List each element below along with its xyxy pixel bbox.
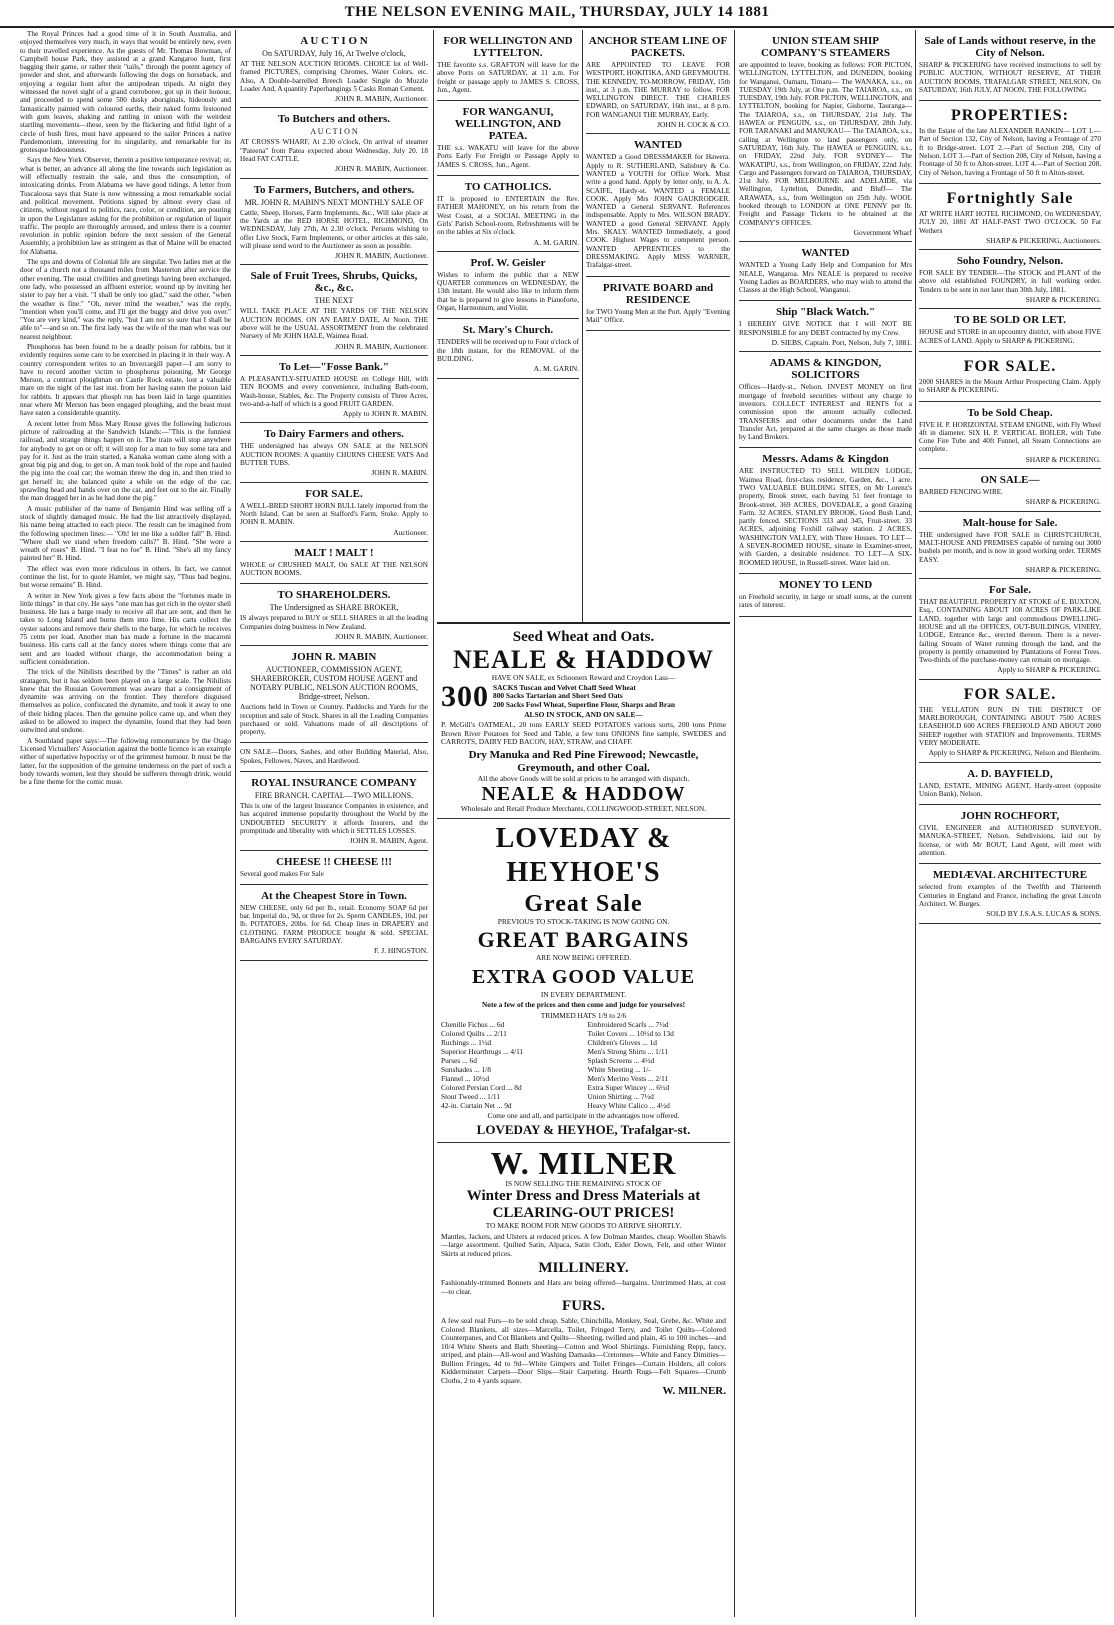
loveday-dept: IN EVERY DEPARTMENT. xyxy=(540,989,627,999)
loveday-note: Note a few of the prices and then come and judge for yourselves! xyxy=(481,1000,686,1009)
ad-body: THE undersigned has always ON SALE at the NELSON AUCTION ROOMS: A quantity CHURNS CHEESE VATS And BUTTER TUBS. xyxy=(240,442,428,468)
news-paragraph: A recent letter from Miss Mary Rouse gives the following ludicrous picture of railroading at the Sandwich Islands:—"This is the funniest railroad, and strange things happen on it. The train will stop anywhere for anybody to get on or off; it will stop for a man to buy some tara and pay for it. Just as the train started, a Kanaka woman came along with a great big pig and dog, to get on. A man took hold of the rope and hauled the pig into the coal car; the woman threw the dog in, and then tried to get herself in; she balanced quite a while on the edge of the car, sprawling head and hands over on the car, and feet out to the air. Finally the man dragged her in as he had done the pig." xyxy=(20,419,231,503)
price-item: Stout Tweed ... 1/11 xyxy=(441,1092,501,1101)
news-paragraph: A Southland paper says:—The following remonstrance by the Otago Licensed Victuallers' Association against the bottle licence is an example either of superlative hypocrisy or of the grimmest humour. It must be the latter, for the supposition of the genuine tenderness on the part of such a body towards women, lest they should be sufferers through drink, would be a fine theme for the comic muse. xyxy=(20,736,231,787)
display-ads-area xyxy=(437,626,730,1588)
advertisement xyxy=(739,448,912,574)
ad-body: are appointed to leave, booking as follows: FOR PICTON, WELLINGTON, LYTTELTON, and DUNEDIN, booking for Wanganui, Oamaru, Timaru— The WANAKA, s.s., on TUESDAY 19th July, at One p.m. The TAIAROA, s.s., on TUESDAY, 19th July. FOR PICTON, WELLINGTON, and LYTTELTON, booking for Napier, Gisborne, Tauranga— The TAIAROA, s.s., on THURSDAY, 21st July. The HAWEA or PENGUIN, s.s., on THURSDAY, 28th July. FOR TARANAKI and MANUKAU— The TAIAROA, s.s., calling at Wellington to land passengers only, on SATURDAY, 16th July. The HAWEA or PENGUIN, s.s., on FRIDAY, 22nd July. FOR SYDNEY— The WAKATIPU, s.s., from Wellington, on FRIDAY, 22nd July. Cargo and Passengers forward on TAIAROA, THURSDAY, 21st July. FOR MELBOURNE and ADELAIDE, via Wellington, Lyttelton, Dunedin, and Bluff— The ARAWATA, s.s., from Wellington on 25th July. WOOL booked through to LONDON at ONE PENNY per lb. Freight and Passage Tickets to be obtained at the COMPANY'S OFFICES. xyxy=(739,61,912,227)
ad-heading: TO BE SOLD OR LET. xyxy=(954,314,1066,327)
price-item: Colored Quilts ... 2/11 xyxy=(441,1029,507,1038)
advertisement xyxy=(919,864,1101,923)
column-rule xyxy=(235,30,236,1617)
ad-body: AT WRITE HART HOTEL RICHMOND, On WEDNESDAY, JULY 20, 1881 AT HALF-PAST TWO O'CLOCK. 50 Fat Wethers xyxy=(919,209,1101,235)
ad-signature: F. J. HINGSTON. xyxy=(373,946,428,956)
milner-millinery-body: Fashionably-trimmed Bonnets and Hats are being offered—bargains. Untrimmed Hats, at cost—to clear. xyxy=(441,1278,726,1296)
price-item: Splash Screens ... 4½d xyxy=(587,1056,655,1065)
ad-signature: JOHN R. MABIN. xyxy=(371,468,428,478)
milner-ad xyxy=(437,1143,730,1400)
milner-millinery: MILLINERY. xyxy=(538,1260,629,1276)
shipping-column xyxy=(437,30,579,622)
ad-signature: SHARP & PICKERING. xyxy=(1025,454,1101,464)
column-rule xyxy=(582,30,583,622)
advertisement xyxy=(919,30,1101,101)
ad-heading: Sale of Fruit Trees, Shrubs, Quicks, &c., &c. xyxy=(250,270,418,295)
ad-subheading: The Undersigned as SHARE BROKER, xyxy=(269,603,399,613)
price-item: Sunshades ... 1/8 xyxy=(441,1065,491,1074)
milner-room: TO MAKE ROOM FOR NEW GOODS TO ARRIVE SHORTLY. xyxy=(485,1221,682,1230)
news-column xyxy=(20,30,231,1617)
ad-heading: ROYAL INSURANCE COMPANY xyxy=(251,777,417,790)
advertisement xyxy=(919,101,1101,184)
ad-heading: Messrs. Adams & Kingdon xyxy=(762,453,889,466)
ad-subheading: A U C T I O N xyxy=(310,127,358,137)
advertisement xyxy=(739,242,912,301)
ad-body: WANTED a Young Lady Help and Companion for Mrs NEALE, Wangaroa. Mrs NEALE is prepared to receive Young Ladies as BOARDERS, who may wish to attend the Classes at the High School, Wanganui. xyxy=(739,261,912,295)
loveday-sale: Great Sale xyxy=(524,890,643,917)
ad-body: A WELL-BRED SHORT HORN BULL lately imported from the North Island. Can be seen at Stafford's Farm, Stoke. Apply to JOHN R. MABIN. xyxy=(240,501,428,527)
seed-line: 800 Sacks Tartarian and Short Seed Oats xyxy=(493,691,623,701)
ad-heading: Fortnightly Sale xyxy=(946,189,1074,207)
advertisement xyxy=(240,356,428,423)
ad-body: Offices—Hardy-st., Nelson. INVEST MONEY on first mortgage of freehold securities without any charge to investors. COLLECT INTEREST and RENTS for a commission upon the amount actually collected. TRANSFERS and other documents under the Land Transfer Act, prepared at the same charges as those made by Land Brokers. xyxy=(739,383,912,442)
ad-heading: WANTED xyxy=(633,139,683,152)
ad-signature: JOHN R. MABIN, Auctioneer. xyxy=(335,341,428,351)
ad-body: Auctions held in Town or Country. Paddocks and Yards for the reception and sale of Stock. Shares in all the Leading Companies purchased or sold. Valuations made of all descriptions of property. xyxy=(240,703,428,737)
advertisement xyxy=(240,30,428,108)
ad-heading: MONEY TO LEND xyxy=(778,578,873,591)
advertisement xyxy=(919,250,1101,309)
ad-body: WHOLE or CRUSHED MALT, On SALE AT THE NELSON AUCTION ROOMS. xyxy=(240,560,428,578)
masthead xyxy=(0,0,1114,28)
price-item: Union Shirting ... 7½d xyxy=(587,1092,654,1101)
ad-heading: JOHN ROCHFORT, xyxy=(960,810,1060,823)
ad-heading: At the Cheapest Store in Town. xyxy=(261,889,407,902)
ad-body: THE YELLATON RUN IN THE DISTRICT OF MARLBOROUGH, CONTAINING ABOUT 7500 ACRES LEASEHOLD 600 ACRES FREEHOLD AND ABOUT 2000 SHEEP together with STATION and Improvements. TERMS VERY MODERATE. xyxy=(919,705,1101,747)
ad-body: LAND, ESTATE, MINING AGENT, Hardy-street (opposite Union Bank), Nelson. xyxy=(919,781,1101,798)
ad-signature: Apply to JOHN R. MABIN. xyxy=(342,409,428,419)
ad-heading: St. Mary's Church. xyxy=(462,324,554,337)
ad-heading: Ship "Black Watch." xyxy=(775,306,876,319)
advertisement xyxy=(919,469,1101,512)
ad-body: NEW CHEESE, only 6d per lb., retail. Economy SOAP 6d per bar. Imperial do., 9d, or three for 2s. Sperm CANDLES, 10d. per lb. POTATOES, 20lbs. for 6d. Cheap lines in DRAPERY and CLOTHING. FARM PRODUCE bought & sold. SPECIAL BARGAINS EVERY SATURDAY. xyxy=(240,903,428,946)
news-paragraph: A writer in New York gives a few facts about the "fortunes made in little things" in that city. He says "one man has got rich in the oyster shell business. He has a barge ready to receive all that are sent, and then he takes to Long Island and burns them into lime. His carts collect the oyster saloons and remove their shells to the barge, for which he receives 75 cents per load. Another man has made a fortune in the macaroni business. His carts call at the fancy stores where things come that are sent and are loaded without charge, the accommodation being a sufficient consideration. xyxy=(20,591,231,666)
advertisement xyxy=(586,30,730,134)
price-item: Children's Gloves ... 1d xyxy=(587,1038,657,1047)
news-paragraph: Phosphorus has been found to be a deadly poison for rabbits, but it evidently requires some care to be exercised in placing it in their way. A country correspondent writes to an Invercargill paper—I am sorry to have to record another victim to phosphorus poisoning. Mr George Merson, a contract ploughman on Castle Rock estate, lost a valuable mare on the night of the last inst. from her having eaten the poison laid for rabbits. It appears that phosph rus has been laid in large quantities near where Mr Merson has been engaged ploughing, and the beast must have eaten a considerable quantity. xyxy=(20,342,231,418)
news-paragraph: The trick of the Nihilists described by the "Times" is rather an old stratagem, but it has seldom been played on a large scale. The Nihilists knew that the Russian Government was aware that a consignment of dynamite was arriving on the frontier. They therefore disguised themselves as police, confiscated the dynamite, and took it away to one of their hiding places. Then the genuine police came up, and when they asked to be allowed to inspect the dynamite, found that they had been outwitted and undone. xyxy=(20,668,231,735)
advertisement xyxy=(739,352,912,448)
loveday-bargains: GREAT BARGAINS xyxy=(477,927,690,952)
price-list xyxy=(441,1020,726,1110)
ad-subheading: MR. JOHN R. MABIN'S NEXT MONTHLY SALE OF xyxy=(244,197,424,207)
news-paragraph: The ups and downs of Colonial life are singular. Two ladies met at the door of a church not a thousand miles from Masterton after service the other evening. The usual civilities and greetings having been exchanged, one lady, who possessed an affluent exterior, wound up by inviting her sister to pay her a visit. "I shall be only too glad," said the other, "when the weather is fine." "Oh, never mind the weather," was the reply, "mention when you'll come, and I'll get the buggy and drive you over." "You are very kind," was the reply, "but I am not so sure that I shall be able to"—and so on. The first lady was the wife of the man who was our nearest neighbour. xyxy=(20,258,231,341)
price-item: Superior Hearthrugs ... 4/11 xyxy=(441,1047,524,1056)
ad-signature: SOLD BY J.S.A.S. LUCAS & SONS. xyxy=(986,909,1101,919)
ad-heading: To Dairy Farmers and others. xyxy=(264,428,404,441)
ad-body: HOUSE and STORE in an upcountry district, with about FIVE ACRES of LAND. Apply to SHARP & PICKERING. xyxy=(919,328,1101,345)
advertisement xyxy=(240,885,428,961)
loveday-value: EXTRA GOOD VALUE xyxy=(471,965,696,988)
advertisement xyxy=(437,319,579,378)
seed-firm: NEALE & HADDOW xyxy=(452,645,714,674)
advertisement xyxy=(240,584,428,646)
ad-body: I HEREBY GIVE NOTICE that I will NOT BE RESPONSIBLE for any DEBT contracted by my Crew. xyxy=(739,320,912,337)
news-paragraph: Says the New York Observer, therein a positive temperance revival; or, what is better, an advance all along the line towards such legislation as will effectually restrain the sale, and thus the consumption, of intoxicating drinks. From Alabama we have good tidings. A letter from Tuscaloosa says that State is now witnessing a most remarkable social and political movement. Petitions signed by almost every class of citizens, without regard to politics, race, color, or condition, are pouring in upon the Legislature asking for the prohibition or regulation of liquor traffic. The people are thoroughly aroused, and unless there is a counter revolution in public opinion before the next session of the General Assembly, a prohibition law as stringent as that of Maine will be enacted for Alabama. xyxy=(20,156,231,256)
ad-heading: PRIVATE BOARD and RESIDENCE xyxy=(602,281,714,306)
ad-signature: A. M. GARIN. xyxy=(533,364,579,374)
advertisement xyxy=(586,277,730,332)
price-item: Chenille Fichus ... 6d xyxy=(441,1020,505,1029)
ad-heading: TO CATHOLICS. xyxy=(464,181,552,194)
ad-body: ARE APPOINTED TO LEAVE FOR WESTPORT, HOKITIKA, AND GREYMOUTH. THE KENNEDY, TO-MORROW, FRIDAY, 15th inst., at 3 p.m. THE MURRAY to follow. FOR WELLINGTON DIRECT. THE CHARLES EDWARD, on SATURDAY, 16th inst., at 8 p.m. FOR WANGANUI THE MURRAY, Early. xyxy=(586,61,730,119)
ad-body: FOR SALE BY TENDER—The STOCK and PLANT of the above old established FOUNDRY, in full working order. Tenders to be sent in not later than 30th July, 1881. xyxy=(919,269,1101,294)
ad-signature: Government Wharf xyxy=(853,227,912,237)
ad-heading: For Sale. xyxy=(989,584,1031,597)
ad-body: Wishes to inform the public that a NEW QUARTER commences on WEDNESDAY, the 13th instant. He would also like to inform them that he is prepared to give lessons in Pianoforte, Organ, Harmonium, and Violin. xyxy=(437,270,579,313)
milner-name: W. MILNER xyxy=(490,1144,677,1181)
milner-intro: IS NOW SELLING THE REMAINING STOCK OF xyxy=(505,1178,662,1188)
price-item: Flannel ... 10½d xyxy=(441,1074,490,1083)
newspaper-title: THE NELSON EVENING MAIL, THURSDAY, JULY 14 1881 xyxy=(344,4,770,20)
column-rule xyxy=(915,30,916,1617)
ad-body: ARE INSTRUCTED TO SELL WILDEN LODGE, Waimea Road, first-class residence, Garden, &c., 1 acre. TWO VALUABLE BUILDING SITES, on Mr Lorenz's property, Brook street, each having 51 feet frontage to Brook-street. 369 ACRES, DOVEDALE, a good Grazing Farm. 32 ACRES, STANLEY BROOK, Good Bush Land, partly fenced. SECTIONS 333 and 345, Fruit-street. 33 ACRES, adjoining Foxhill railway station. 2 ACRES, WASHINGTON VALLEY, with Three Houses. TO LET—A SEVEN-ROOMED HOUSE, situate in Examiner-street, with Garden, a desirable residence. TO LET—A SIX-ROOMED HOUSE, in Russell-street. Water laid on. xyxy=(739,467,912,567)
ad-heading: ON SALE— xyxy=(980,474,1040,487)
advertisement xyxy=(919,763,1101,806)
milner-furs: FURS. xyxy=(562,1298,605,1314)
loveday-title: LOVEDAY & HEYHOE'S xyxy=(495,822,672,888)
ad-heading: CHEESE !! CHEESE !!! xyxy=(276,855,392,868)
ad-body: WANTED a Good DRESSMAKER for Hawera. Apply to R. SUTHERLAND, Salisbury & Co. WANTED a YOUTH for Office Work. Must write a good hand. Apply by letter only, to A. A. SCAIFE, Hardy-st. WANTED a FEMALE COOK. Apply Mrs JOHN GAUKRODGER. WANTED a General SERVANT. References indispensable. Apply to Mrs. WILSON BRADY. WANTED a good General SERVANT. Apply Mrs. SKALY. WANTED Immediately, a good COOK. Highest Wages to competent person. WANTED APPRENTICES to the DRESSMAKING. Apply MISS WARNER, Trafalgar-street. xyxy=(586,153,730,270)
loveday-cta: Come one and all, and participate in the advantages now offered. xyxy=(487,1111,680,1120)
ad-signature: JOHN R. MABIN, Auctioneer. xyxy=(335,631,428,641)
loveday-offered: ARE NOW BEING OFFERED. xyxy=(535,953,632,962)
ad-heading: JOHN R. MABIN xyxy=(291,651,377,664)
ad-body: THAT BEAUTIFUL PROPERTY AT STOKE of E. BUXTON, Esq., CONTAINING ABOUT 108 ACRES OF PARK-LIKE LAND, together with large and commodious DWELLING-HOUSE and all the OFFICES, OUT-BUILDINGS, VINERY, LODGE, Entrance &c., erected thereon. There is a never-failing Stream of Water running through the land, and the property is prettily ornamented by Plantations of Forest Trees. Two-thirds of the purchase-money can remain on mortgage. xyxy=(919,598,1101,665)
ad-body: Cattle, Sheep, Horses, Farm Implements, &c., Will take place at the Yards at the RED HORSE HOTEL, RICHMOND, On WEDNESDAY, July 27th, At 2.30 o'clock. Persons wishing to offer Live Stock, Farm Implements, or other articles at this sale, will please send word to the Auctioneer as soon as possible. xyxy=(240,208,428,250)
ad-heading: FOR SALE. xyxy=(963,357,1057,375)
advertisement xyxy=(240,179,428,266)
ad-signature: Apply to SHARP & PICKERING. xyxy=(997,665,1101,675)
news-paragraph: The Royal Princes had a good time of it in South Australia, and enjoyed themselves very much, in ways that would be entirely new, even to their travelled experience. As the guests of Mr. Thomas Bowman, of Campbell house Park, they assisted at a grand Kangaroo hunt, first bagging their game, or rather their "tails," through the potent agency of powder and shot, and afterwards following the dogs on horseback, and enjoying a regular hunt after the antipodean tripeds. At night they witnessed the novel sight of a grand corroboree, got up in their honour, and proceeded to spend some 500 dusky aboriginals, hideously and fantastically painted with coloured earths, their naked forms festooned with gum leaves, shaking and rattling in unison with the weirdest startling movements—these, seen by the flickering and fitful light of a circle of bush fires, must have appeared to the sailor Princes a native Pandemonium, interesting for its singularity, and remarkable for its grotesque hideousness. xyxy=(20,30,231,155)
ad-signature: SHARP & PICKERING. xyxy=(1025,295,1101,305)
ad-signature: JOHN H. COCK & CO. xyxy=(657,120,730,130)
ad-signature: JOHN R. MABIN, Auctioneer. xyxy=(335,164,428,174)
ad-body: SHARP & PICKERING have received instructions to sell by PUBLIC AUCTION, WITHOUT RESERVE, AT THEIR AUCTION ROOMS, TRAFALGAR STREET, NELSON, On SATURDAY, 16th JULY, AT NOON, THE FOLLOWING xyxy=(919,61,1101,94)
advertisement xyxy=(739,301,912,352)
ad-heading: A U C T I O N xyxy=(300,35,368,47)
ad-body: THE undersigned have FOR SALE in CHRISTCHURCH, MALT-HOUSE AND PREMISES capable of turning out 3000 bushels per month, and is now in good working order. TERMS EASY. xyxy=(919,530,1101,564)
ad-body: BARBED FENCING WIRE. xyxy=(919,488,1003,497)
advertisement xyxy=(919,579,1101,680)
advertisement xyxy=(240,851,428,885)
ad-heading: TO SHAREHOLDERS. xyxy=(277,589,391,602)
milner-furs-body: A few seal real Furs—to be sold cheap. Sable, Chinchilla, Monkey, Seal, Grebe, &c. White and Colored Blankets, all sizes—Marcella, Toilet, Fringed Terry, and Toilet Quilts—Colored Counterpanes, and Cot Blankets and Quilts—Sheeting, twilled and plain, 45 to 100 inches—and 10/4 White Sheets and Bath Sheeting—Cotton and Wool Shirtings. Furnishing Repp, fancy, striped, and plain—All-wool and Washing Damasks—Cretonnes—White and Fancy Dimities—Bullion Fringes, 4d to 9d—White Gimpers and Toilet Fringes—Curtain Holders, all colors Kidderminster Carpets—Door Slips—Stair Carpeting. Hearth Rugs—Felt Squares—Crumb Cloths, 2 to 4 yards square. xyxy=(441,1316,726,1385)
price-list-left xyxy=(441,1020,580,1110)
ad-body: FIVE H. P. HORIZONTAL STEAM ENGINE, with Fly Wheel 4ft in diameter. SIX H. P. VERTICAL BOILER, with Tube Cone Fire Tube and 40ft Funnel, all Steam Connections are complete. xyxy=(919,420,1101,454)
seed-line: SACKS Tuscan and Velvet Chaff Seed Wheat xyxy=(493,682,636,692)
advertisement xyxy=(240,646,428,743)
ad-heading: Prof. W. Geisler xyxy=(470,256,546,269)
ad-body: on Freehold security, in large or small sums, at the current rates of interest. xyxy=(739,592,912,610)
column-rule xyxy=(433,30,434,1617)
advertisement xyxy=(240,772,428,850)
ad-heading: MALT ! MALT ! xyxy=(294,546,374,559)
union-steam-column xyxy=(739,30,912,1617)
price-item: Men's Strong Shirts ... 1/11 xyxy=(587,1047,669,1056)
advertisement xyxy=(919,402,1101,469)
advertisement xyxy=(437,252,579,319)
advertisement xyxy=(437,176,579,252)
ad-body: THE s.s. WAKATU will leave for the above Ports Early For Freight or Passage Apply to JAMES S. CROSS, Jun., Agent. xyxy=(437,144,579,169)
seed-quantity-block xyxy=(441,679,726,713)
advertisement xyxy=(240,265,428,355)
ad-body: CIVIL ENGINEER and AUTHORISED SURVEYOR, MANUKA-STREET, Nelson. Subdivisions, laid out by license, or with Mr ROUT, Land Agent, will meet with attention. xyxy=(919,824,1101,858)
ad-signature: SHARP & PICKERING. xyxy=(1025,564,1101,574)
ad-heading: ANCHOR STEAM LINE OF PACKETS. xyxy=(588,35,728,59)
advertisement xyxy=(919,309,1101,352)
ad-heading: Sale of Lands without reserve, in the City of Nelson. xyxy=(924,35,1096,59)
seed-firewood: Dry Manuka and Red Pine Firewood; Newcastle, Greymouth, and other Coal. xyxy=(468,748,699,774)
price-item: Toilet Covers ... 10½d to 13d xyxy=(587,1029,674,1038)
milner-sub: CLEARING-OUT PRICES! xyxy=(492,1205,675,1221)
ad-body: In the Estate of the late ALEXANDER RANKIN— LOT 1.—Part of Section 132, City of Nelson, having a Frontage of 270 ft to Bridge-street. LOT 2.—Part of Section 208, City of Nelson. LOT 3.—Part of Section 208, City of Nelson, having a Frontage of 50 ft to Alton-street. LOT 4.—Part of Section 208, City of Nelson, having a Frontage of 50 ft to Alton-street. xyxy=(919,127,1101,177)
advertisement xyxy=(437,30,579,101)
ad-body: 2000 SHARES in the Mount Arthur Prospecting Claim. Apply to SHARP & PICKERING. xyxy=(919,377,1101,395)
seed-wheat-ad xyxy=(437,626,730,819)
ad-heading: WANTED xyxy=(801,247,850,260)
ad-body: for TWO Young Men at the Port. Apply "Evening Mail" Office. xyxy=(586,307,730,324)
ad-body: TENDERS will be received up to Four o'clock of the 18th instant, for the REMOVAL of the BUILDING. xyxy=(437,338,579,363)
price-item: Colored Persian Cord ... 8d xyxy=(441,1083,522,1092)
milner-footer: W. MILNER. xyxy=(662,1385,726,1397)
ad-signature: JOHN R. MABIN, Auctioneer. xyxy=(335,251,428,261)
advertisement xyxy=(586,134,730,276)
advertisement xyxy=(739,574,912,617)
ad-heading: To be Sold Cheap. xyxy=(967,406,1053,419)
ad-body: Several good makes For Sale xyxy=(240,869,324,878)
ad-signature: JOHN R. MABIN, Agent. xyxy=(349,836,428,846)
price-item: Purses ... 6d xyxy=(441,1056,477,1065)
ad-signature: SHARP & PICKERING. xyxy=(1025,497,1101,507)
price-item: White Sheeting ... 1/- xyxy=(587,1065,651,1074)
ad-signature: JOHN R. MABIN, Auctioneer. xyxy=(335,94,428,104)
advertisement xyxy=(240,423,428,482)
advertisement xyxy=(919,184,1101,250)
ad-body: WILL TAKE PLACE AT THE YARDS OF THE NELSON AUCTION ROOMS. ON AN EARLY DATE, At Noon. THE above will be the USUAL ASSORTMENT from the celebrated Nursery of Mr JOHN HALE, Waimea Road. xyxy=(240,307,428,341)
ad-heading: UNION STEAM SHIP COMPANY'S STEAMERS xyxy=(760,35,891,59)
advertisement xyxy=(437,101,579,176)
price-item: Heavy White Calico ... 4½d xyxy=(587,1101,670,1110)
seed-intro: HAVE ON SALE, ex Schooners Reward and Croydon Lass— xyxy=(491,673,676,682)
auction-column xyxy=(240,30,428,1617)
seed-also: ALSO IN STOCK, AND ON SALE— xyxy=(524,709,643,719)
loveday-sale-ad xyxy=(437,819,730,1143)
ad-heading: ADAMS & KINGDON, SOLICITORS xyxy=(769,357,882,382)
ad-heading: FOR SALE. xyxy=(963,685,1057,703)
news-paragraph: The effect was even more ridiculous in others. In fact, we cannot continue the list, for to quote Hamlet, we might say, "Thus bad begins, but worse remains" B. Hind. xyxy=(20,564,231,590)
seed-also-body: P. McGill's OATMEAL, 20 tons EARLY SEED POTATOES various sorts, 200 tons Prime Brown River Potatoes for Seed and Table, a few tons ONIONS fine sample, SWEDES and CARROTS, DAIRY FED BACON, HAY, STRAW, and CHAFF. xyxy=(441,720,726,746)
ad-heading: A. D. BAYFIELD, xyxy=(967,767,1053,780)
price-list-right xyxy=(588,1020,727,1110)
price-item: 42-in. Curtain Net ... 9d xyxy=(441,1101,512,1110)
ad-heading: FOR WELLINGTON AND LYTTELTON. xyxy=(443,35,573,59)
ad-heading: PROPERTIES: xyxy=(950,107,1069,125)
ad-subheading: THE NEXT xyxy=(314,296,354,306)
advertisement xyxy=(739,30,912,242)
seed-line: 200 Sacks Fowl Wheat, Superfine Flour, Sharps and Bran xyxy=(493,699,675,709)
seed-firm-footer: NEALE & HADDOW xyxy=(481,783,686,805)
ad-signature: Auctioneer. xyxy=(393,527,428,537)
ad-body: IT is proposed to ENTERTAIN the Rev. FATHER MAHONEY, on his return from the West Coast, at a SOCIAL MEETING in the Girls' Parish School-room. Refreshments will be on the tables at Six o'clock. xyxy=(437,195,579,237)
seed-note: All the above Goods will be sold at prices to be arranged with dispatch. xyxy=(477,773,690,783)
ad-body: selected from examples of the Twelfth and Thirteenth Centuries in England and France, including the great Lincoln Architect. W. Burges. xyxy=(919,883,1101,908)
price-item: Extra Super Wincey ... 6½d xyxy=(587,1083,670,1092)
ad-heading: Malt-house for Sale. xyxy=(962,516,1058,529)
milner-mantles: Mantles, Jackets, and Ulsters at reduced prices. A few Dolman Mantles, cheap. Woollen Shawls—large assortment. Quilted Satin, Alpaca, Satin Cloth, Eider Down, Felt, and other Winter Skirts at reduced prices. xyxy=(441,1231,726,1258)
column-rule xyxy=(734,30,735,1617)
advertisement xyxy=(919,805,1101,864)
loveday-pre: PREVIOUS TO STOCK-TAKING IS NOW GOING ON. xyxy=(497,916,670,926)
ad-signature: A. M. GARIN. xyxy=(533,237,579,247)
advertisement xyxy=(919,512,1101,579)
ad-body: ON SALE—Doors, Sashes, and other Building Material, Also, Spokes, Fellowes, Naves, and Hardwood. xyxy=(240,748,428,765)
property-sales-column xyxy=(919,30,1101,1617)
ad-heading: To Farmers, Butchers, and others. xyxy=(253,183,415,196)
ad-heading: To Butchers and others. xyxy=(277,113,391,126)
advertisement xyxy=(240,483,428,542)
ad-body: AT CROSS'S WHARF, At 2.30 o'clock, On arrival of steamer "Pateena" from Patea expected about Wednesday, July 20. 18 Head FAT CATTLE. xyxy=(240,138,428,164)
advertisement xyxy=(919,680,1101,763)
ad-body: THE favorite s.s. GRAFTON will leave for the above Ports on SATURDAY, at 11 a.m. For freight or passage apply to JAMES S. CROSS, Jun., Agent. xyxy=(437,61,579,94)
price-item: Embroidered Scarfs ... 7½d xyxy=(587,1020,669,1029)
ad-subheading: On SATURDAY, July 16, At Twelve o'clock, xyxy=(262,49,406,58)
price-item: Men's Merino Vests ... 2/11 xyxy=(587,1074,669,1083)
anchor-line-column xyxy=(586,30,730,622)
section-divider xyxy=(437,622,730,624)
ad-heading: FOR WANGANUI, WELLINGTON, AND PATEA. xyxy=(454,106,562,143)
advertisement xyxy=(240,743,428,772)
loveday-footer: LOVEDAY & HEYHOE, Trafalgar-st. xyxy=(476,1121,691,1137)
advertisement xyxy=(240,108,428,178)
ad-signature: D. SIEBS, Captain. Port, Nelson, July 7, 1881. xyxy=(771,338,912,348)
ad-body: This is one of the largest Insurance Companies in existence, and has acquired immense popularity throughout the World by the UNDOUBTED SECURITY it affords Insurers, and the promptitude and liberality with which it SETTLES LOSSES. xyxy=(240,802,428,835)
price-item: Ruchings ... 1½d xyxy=(441,1038,492,1047)
news-paragraph: A music publisher of the name of Benjamin Hind was selling off a stock of slightly damaged music. He had the list attractively displayed, his name being attached to each piece. The result can be imagined from the following specimen lines:— "Oh! let me like a soldier fall" B. Hind. "Where shall we stand when freedom calls?" B. Hind. "She wore a wreath of roses" B. Hind. "I fear no foe" B. Hind. "She's all my fancy painted her" B. Hind. xyxy=(20,504,231,563)
ad-heading: To Let—"Fosse Bank." xyxy=(279,360,389,373)
ad-heading: Soho Foundry, Nelson. xyxy=(956,255,1064,268)
ad-heading: FOR SALE. xyxy=(305,487,363,500)
ad-subheading: FIRE BRANCH. CAPITAL—TWO MILLIONS. xyxy=(254,791,414,801)
advertisement xyxy=(240,542,428,585)
ad-signature: SHARP & PICKERING, Auctioneers. xyxy=(986,235,1101,245)
seed-title: Seed Wheat and Oats. xyxy=(512,629,655,645)
ad-signature: Apply to SHARP & PICKERING, Nelson and Blenheim. xyxy=(928,748,1101,758)
milner-title: Winter Dress and Dress Materials at xyxy=(466,1188,701,1204)
seed-footer: Wholesale and Retail Produce Merchants, COLLINGWOOD-STREET, NELSON. xyxy=(460,804,707,813)
seed-number: 300 xyxy=(441,679,489,713)
ad-body: A PLEASANTLY-SITUATED HOUSE on College Hill, with TEN ROOMS and every convenience, including Bath-room, Wash-house, Stables, &c. The Property consists of Three Acres, two-and-a-half of which is a good FRUIT GARDEN. xyxy=(240,374,428,408)
ad-body: AT THE NELSON AUCTION ROOMS. CHOICE lot of Well-framed PICTURES, comprising Chromes, Water Colors, etc. Also, A Double-barrelled Breech Loader Single do Muzzle Loader And, A quantity Paperhangings 5 Casks Roman Cement. xyxy=(240,60,428,93)
advertisement xyxy=(919,352,1101,402)
ad-subheading: AUCTIONEER, COMMISSION AGENT, SHAREBROKER, CUSTOM HOUSE AGENT and NOTARY PUBLIC, NELSON AUCTION ROOMS, Bridge-street, Nelson. xyxy=(250,665,418,702)
ad-heading: MEDIÆVAL ARCHITECTURE xyxy=(932,869,1088,882)
loveday-trimmed: TRIMMED HATS 1/9 to 2/6 xyxy=(540,1010,627,1020)
ad-body: IS always prepared to BUY or SELL SHARES in all the leading Companies doing business in New Zealand. xyxy=(240,614,428,631)
